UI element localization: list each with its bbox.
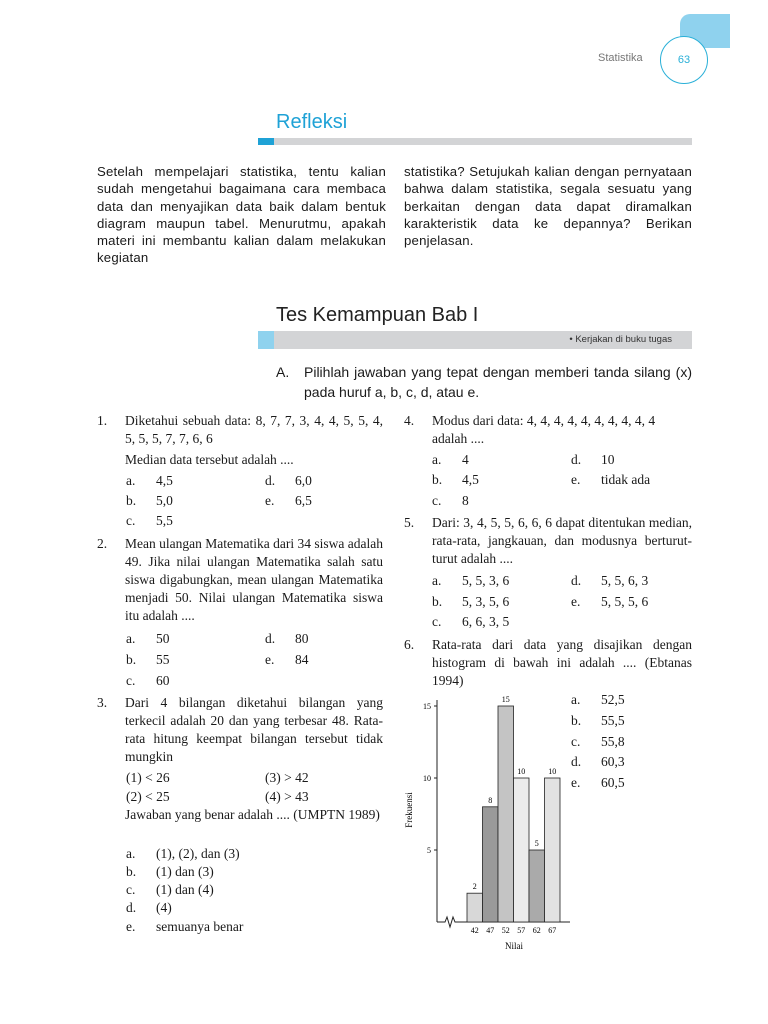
y-tick-label: 15 bbox=[423, 702, 431, 711]
question-2 bbox=[97, 535, 387, 627]
tes-divider bbox=[258, 331, 692, 349]
refleksi-title: Refleksi bbox=[276, 111, 348, 133]
tes-title: Tes Kemampuan Bab I bbox=[276, 304, 479, 326]
option-letter: a. bbox=[126, 846, 136, 861]
option-letter: d. bbox=[265, 473, 276, 488]
option-value: 5,0 bbox=[156, 493, 173, 508]
histogram-bar bbox=[529, 850, 545, 922]
histogram-bar bbox=[514, 778, 530, 922]
option-letter: b. bbox=[126, 493, 137, 508]
option-letter: e. bbox=[265, 493, 275, 508]
question-1-prompt bbox=[97, 451, 387, 469]
option-value: 5, 5, 6, 3 bbox=[601, 573, 649, 588]
option-letter: d. bbox=[265, 631, 276, 646]
histogram-bar bbox=[545, 778, 561, 922]
option-value: 60,3 bbox=[601, 754, 625, 769]
option-value: 5, 5, 3, 6 bbox=[462, 573, 510, 588]
option-letter: a. bbox=[126, 473, 136, 488]
question-text: Diketahui sebuah data: 8, 7, 7, 3, 4, 4, 5, 5, 4, 5, 5, 5, 7, 7, 6, 6 bbox=[125, 413, 383, 446]
option-letter: e. bbox=[265, 652, 275, 667]
x-tick-label: 67 bbox=[548, 926, 557, 935]
histogram-bar bbox=[467, 893, 483, 922]
option-letter: a. bbox=[432, 452, 442, 467]
option-value: 10 bbox=[601, 452, 615, 467]
option-value: 5, 5, 5, 6 bbox=[601, 594, 649, 609]
page-number: 63 bbox=[660, 36, 708, 84]
option-value: 4,5 bbox=[156, 473, 173, 488]
option-letter: e. bbox=[571, 594, 581, 609]
option-value: (1), (2), dan (3) bbox=[156, 846, 240, 861]
option-value: (1) dan (4) bbox=[156, 882, 214, 897]
histogram-chart bbox=[400, 692, 570, 957]
option-letter: a. bbox=[432, 573, 442, 588]
statement-text: (2) < 25 bbox=[126, 789, 170, 804]
option-value: 55 bbox=[156, 652, 170, 667]
question-number: 2. bbox=[97, 536, 108, 551]
question-1 bbox=[97, 412, 387, 452]
question-number: 1. bbox=[97, 413, 108, 428]
question-text: Median data tersebut adalah .... bbox=[125, 452, 294, 467]
option-value: 80 bbox=[295, 631, 309, 646]
option-value: 4,5 bbox=[462, 472, 479, 487]
bar-value-label: 10 bbox=[548, 767, 557, 776]
option-value: 60 bbox=[156, 673, 170, 688]
statement-text: (3) > 42 bbox=[265, 770, 309, 785]
option-letter: b. bbox=[126, 652, 137, 667]
refleksi-divider bbox=[258, 138, 692, 145]
option-value: 84 bbox=[295, 652, 309, 667]
option-letter: c. bbox=[571, 734, 581, 749]
option-letter: d. bbox=[571, 754, 582, 769]
x-tick-label: 52 bbox=[501, 926, 510, 935]
refleksi-paragraph-right: statistika? Setujukah kalian dengan pernyataan bahwa dalam statistika, segala sesuatu yang berkaitan dengan data dapat diramalkan karakteristik data ke depannya? Berikan penjelasan. bbox=[404, 164, 692, 249]
option-value: semuanya benar bbox=[156, 919, 244, 934]
option-letter: c. bbox=[432, 614, 442, 629]
option-value: 8 bbox=[462, 493, 469, 508]
option-value: 6,0 bbox=[295, 473, 312, 488]
option-letter: c. bbox=[432, 493, 442, 508]
option-letter: e. bbox=[571, 472, 581, 487]
option-value: 50 bbox=[156, 631, 170, 646]
bar-value-label: 15 bbox=[501, 695, 510, 704]
option-letter: a. bbox=[126, 631, 136, 646]
option-letter: b. bbox=[126, 864, 137, 879]
option-value: 55,8 bbox=[601, 734, 625, 749]
option-letter: c. bbox=[126, 882, 136, 897]
question-text: Mean ulangan Matematika dari 34 siswa adalah 49. Jika nilai ulangan Matematika salah satu siswa digabungkan, mean ulangan Matematika menjadi 50. Nilai ulangan Matematika siswa itu adalah .... bbox=[125, 536, 383, 623]
bar-value-label: 10 bbox=[517, 767, 526, 776]
option-letter: a. bbox=[571, 692, 581, 707]
question-text: Dari 4 bilangan diketahui bilangan yang terkecil adalah 20 dan yang terbesar 48. Rata-rata hitung keempat bilangan tersebut tidak mungkin bbox=[125, 695, 383, 764]
option-value: 6, 6, 3, 5 bbox=[462, 614, 510, 629]
option-value: 4 bbox=[462, 452, 469, 467]
statement-text: (1) < 26 bbox=[126, 770, 170, 785]
option-letter: b. bbox=[432, 594, 443, 609]
bar-value-label: 5 bbox=[534, 839, 539, 848]
option-letter: d. bbox=[571, 452, 582, 467]
option-letter: d. bbox=[571, 573, 582, 588]
option-letter: e. bbox=[126, 919, 136, 934]
question-number: 3. bbox=[97, 695, 108, 710]
question-6 bbox=[404, 636, 692, 692]
option-letter: d. bbox=[126, 900, 137, 915]
option-letter: e. bbox=[571, 775, 581, 790]
question-5 bbox=[404, 514, 692, 570]
statement-text: (4) > 43 bbox=[265, 789, 309, 804]
option-value: (1) dan (3) bbox=[156, 864, 214, 879]
option-value: 5, 3, 5, 6 bbox=[462, 594, 510, 609]
x-tick-label: 62 bbox=[532, 926, 541, 935]
histogram-bar bbox=[498, 706, 514, 922]
y-axis-label: Frekuensi bbox=[404, 792, 414, 828]
question-4 bbox=[404, 412, 692, 450]
option-letter: b. bbox=[432, 472, 443, 487]
option-value: (4) bbox=[156, 900, 172, 915]
option-value: 52,5 bbox=[601, 692, 625, 707]
refleksi-paragraph-left: Setelah mempelajari statistika, tentu kalian sudah mengetahui bagaimana cara membaca data dan menyajikan data baik dalam bentuk diagram maupun tabel. Menurutmu, apakah materi ini membantu kalian dalam melakukan kegiatan bbox=[97, 164, 386, 266]
option-value: 55,5 bbox=[601, 713, 625, 728]
option-letter: c. bbox=[126, 673, 136, 688]
question-number: 6. bbox=[404, 637, 415, 652]
tes-note: • Kerjakan di buku tugas bbox=[569, 334, 672, 345]
x-tick-label: 47 bbox=[486, 926, 495, 935]
question-text: Dari: 3, 4, 5, 5, 6, 6, 6 dapat ditentukan median, rata-rata, jangkauan, dan modusnya berturut-turut adalah .... bbox=[432, 515, 692, 566]
question-text: Jawaban yang benar adalah .... (UMPTN 1989) bbox=[125, 807, 380, 822]
y-tick-label: 5 bbox=[427, 846, 431, 855]
y-tick-label: 10 bbox=[423, 774, 431, 783]
question-3 bbox=[97, 694, 387, 768]
chapter-label: Statistika bbox=[598, 52, 643, 64]
question-number: 5. bbox=[404, 515, 415, 530]
option-value: tidak ada bbox=[601, 472, 651, 487]
x-tick-label: 42 bbox=[470, 926, 479, 935]
x-axis-label: Nilai bbox=[505, 941, 523, 951]
bar-value-label: 2 bbox=[472, 882, 477, 892]
option-letter: c. bbox=[126, 513, 136, 528]
histogram-bar bbox=[483, 807, 499, 922]
option-letter: b. bbox=[571, 713, 582, 728]
option-value: 60,5 bbox=[601, 775, 625, 790]
option-value: 5,5 bbox=[156, 513, 173, 528]
x-tick-label: 57 bbox=[517, 926, 526, 935]
question-3-prompt bbox=[97, 806, 387, 844]
question-text: Rata-rata dari data yang disajikan dengan histogram di bawah ini adalah .... (Ebtanas 1994) bbox=[432, 637, 692, 688]
question-text: Modus dari data: 4, 4, 4, 4, 4, 4, 4, 4, 4, 4 adalah .... bbox=[432, 413, 656, 446]
question-number: 4. bbox=[404, 413, 415, 428]
option-value: 6,5 bbox=[295, 493, 312, 508]
bar-value-label: 8 bbox=[488, 795, 493, 805]
instruction-letter: A. bbox=[276, 364, 290, 380]
instruction-text: Pilihlah jawaban yang tepat dengan memberi tanda silang (x) pada huruf a, b, c, d, atau e. bbox=[304, 364, 692, 400]
